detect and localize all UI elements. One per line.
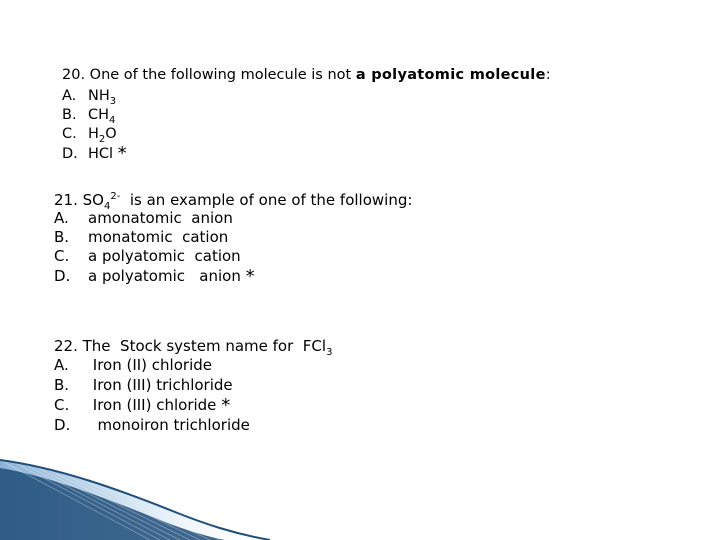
q22-option-d-text: monoiron trichloride xyxy=(88,416,250,434)
q22-option-b-letter: B. xyxy=(54,376,70,394)
q20-option-b-letter: B. xyxy=(62,107,77,123)
q22-stem xyxy=(54,337,333,358)
q21-option-b xyxy=(54,228,228,246)
q21-formula-main: SO xyxy=(82,191,104,209)
q21-option-a-text: amonatomic anion xyxy=(88,209,233,227)
q21-formula-sup: 2- xyxy=(110,191,121,202)
q22-option-a-letter: A. xyxy=(54,356,69,374)
q20-option-c-main: H xyxy=(88,126,99,142)
q21-option-d-text: a polyatomic anion xyxy=(88,267,241,285)
q22-option-d-letter: D. xyxy=(54,416,71,434)
q20-option-b-main: CH xyxy=(88,107,110,123)
decorative-wave xyxy=(0,450,280,540)
q20-stem xyxy=(62,66,551,84)
q22-option-c-letter: C. xyxy=(54,396,70,414)
q21-option-d-letter: D. xyxy=(54,267,71,285)
q21-answer-mark: * xyxy=(245,266,255,287)
q22-number: 22. xyxy=(54,337,78,355)
q20-option-b-sub: 4 xyxy=(109,114,116,126)
q22-option-a-text: Iron (II) chloride xyxy=(88,356,212,374)
q22-text-sub: 3 xyxy=(326,347,333,358)
q22-option-a xyxy=(54,356,212,374)
q21-text: is an example of one of the following: xyxy=(120,191,413,209)
q22-option-c xyxy=(54,396,230,414)
q21-option-a xyxy=(54,209,233,227)
q22-option-d xyxy=(54,416,250,434)
q20-option-d xyxy=(62,144,127,163)
q21-option-d xyxy=(54,267,255,285)
q21-formula-sub: 4 xyxy=(103,201,111,212)
q21-option-b-text: monatomic cation xyxy=(88,228,229,246)
q20-text: One of the following molecule is not xyxy=(85,67,356,83)
q20-option-d-main: HCl xyxy=(88,146,114,162)
q20-option-c xyxy=(62,125,117,143)
q22-option-b-text: Iron (III) trichloride xyxy=(88,376,233,394)
q20-option-a-sub: 3 xyxy=(109,95,117,107)
q22-option-c-text: Iron (III) chloride xyxy=(88,396,217,414)
q20-option-d-letter: D. xyxy=(62,146,78,162)
q20-option-b xyxy=(62,106,115,124)
q20-option-a-main: NH xyxy=(88,88,110,104)
q20-option-c-tail: O xyxy=(105,126,117,142)
q21-option-c-letter: C. xyxy=(54,247,70,265)
q21-option-c xyxy=(54,247,241,265)
q20-number: 20. xyxy=(62,67,86,83)
q21-stem xyxy=(54,191,413,212)
q20-bold-text: a polyatomic molecule xyxy=(355,67,546,83)
q20-option-a xyxy=(62,87,116,105)
q20-colon: : xyxy=(545,67,551,83)
q22-answer-mark: * xyxy=(221,395,231,416)
q22-option-b xyxy=(54,376,233,394)
q21-option-a-letter: A. xyxy=(54,209,69,227)
q20-answer-mark: * xyxy=(117,143,127,164)
q22-text: The Stock system name for FCl xyxy=(77,337,327,355)
q21-option-c-text: a polyatomic cation xyxy=(88,247,241,265)
q21-option-b-letter: B. xyxy=(54,228,70,246)
q20-option-c-sub: 2 xyxy=(98,133,106,145)
q20-option-a-letter: A. xyxy=(62,88,77,104)
q21-number: 21. xyxy=(54,191,78,209)
q20-option-c-letter: C. xyxy=(62,126,77,142)
